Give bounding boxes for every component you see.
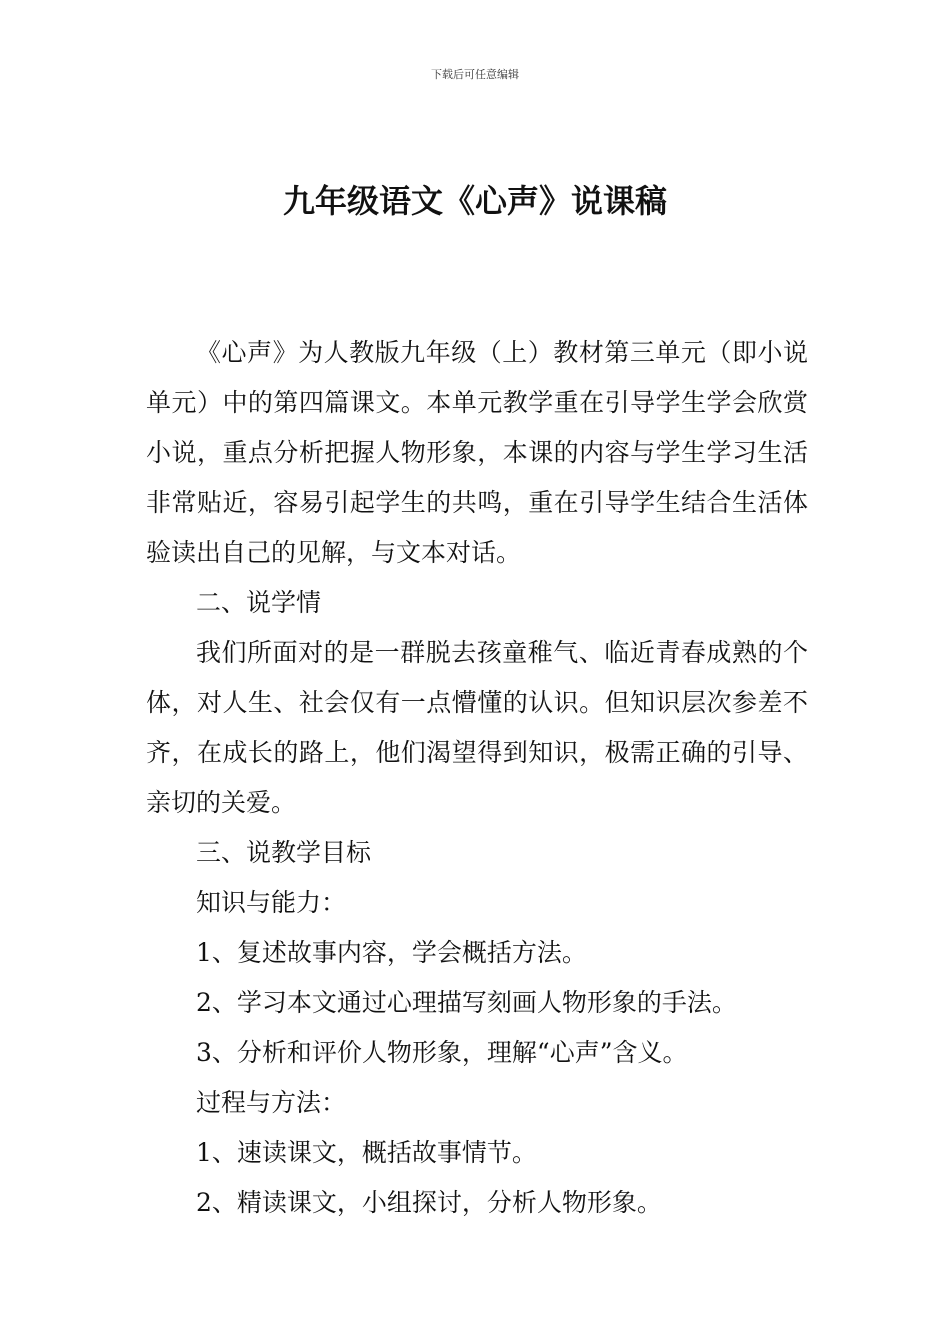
- page-header: 下载后可任意编辑: [431, 68, 519, 81]
- subheading-process-method: 过程与方法：: [196, 1088, 347, 1117]
- intro-paragraph: 《心声》为人教版九年级（上）教材第三单元（即小说单元）中的第四篇课文。本单元教学重在引导学生学会欣赏小说，重点分析把握人物形象，本课的内容与学生学习生活非常贴近，容易引起学生的共鸣，重在引导学生结合生活体验读出自己的见解，与文本对话。: [146, 338, 808, 567]
- list-item: 2、精读课文，小组探讨，分析人物形象。: [196, 1188, 662, 1217]
- document-body: [146, 328, 808, 1228]
- list-item: 1、速读课文，概括故事情节。: [196, 1138, 537, 1167]
- list-item: 2、学习本文通过心理描写刻画人物形象的手法。: [196, 988, 737, 1017]
- document-title: 九年级语文《心声》说课稿: [282, 182, 667, 220]
- list-item: 1、复述故事内容，学会概括方法。: [196, 938, 587, 967]
- section-heading-teaching-goals: 三、说教学目标: [196, 838, 372, 867]
- list-item: 3、分析和评价人物形象，理解“心声”含义。: [196, 1038, 688, 1067]
- learner-analysis-paragraph: 我们所面对的是一群脱去孩童稚气、临近青春成熟的个体，对人生、社会仅有一点懵懂的认识。但知识层次参差不齐，在成长的路上，他们渴望得到知识，极需正确的引导、亲切的关爱。: [146, 638, 808, 817]
- section-heading-learner-analysis: 二、说学情: [196, 588, 322, 617]
- subheading-knowledge-ability: 知识与能力：: [196, 888, 347, 917]
